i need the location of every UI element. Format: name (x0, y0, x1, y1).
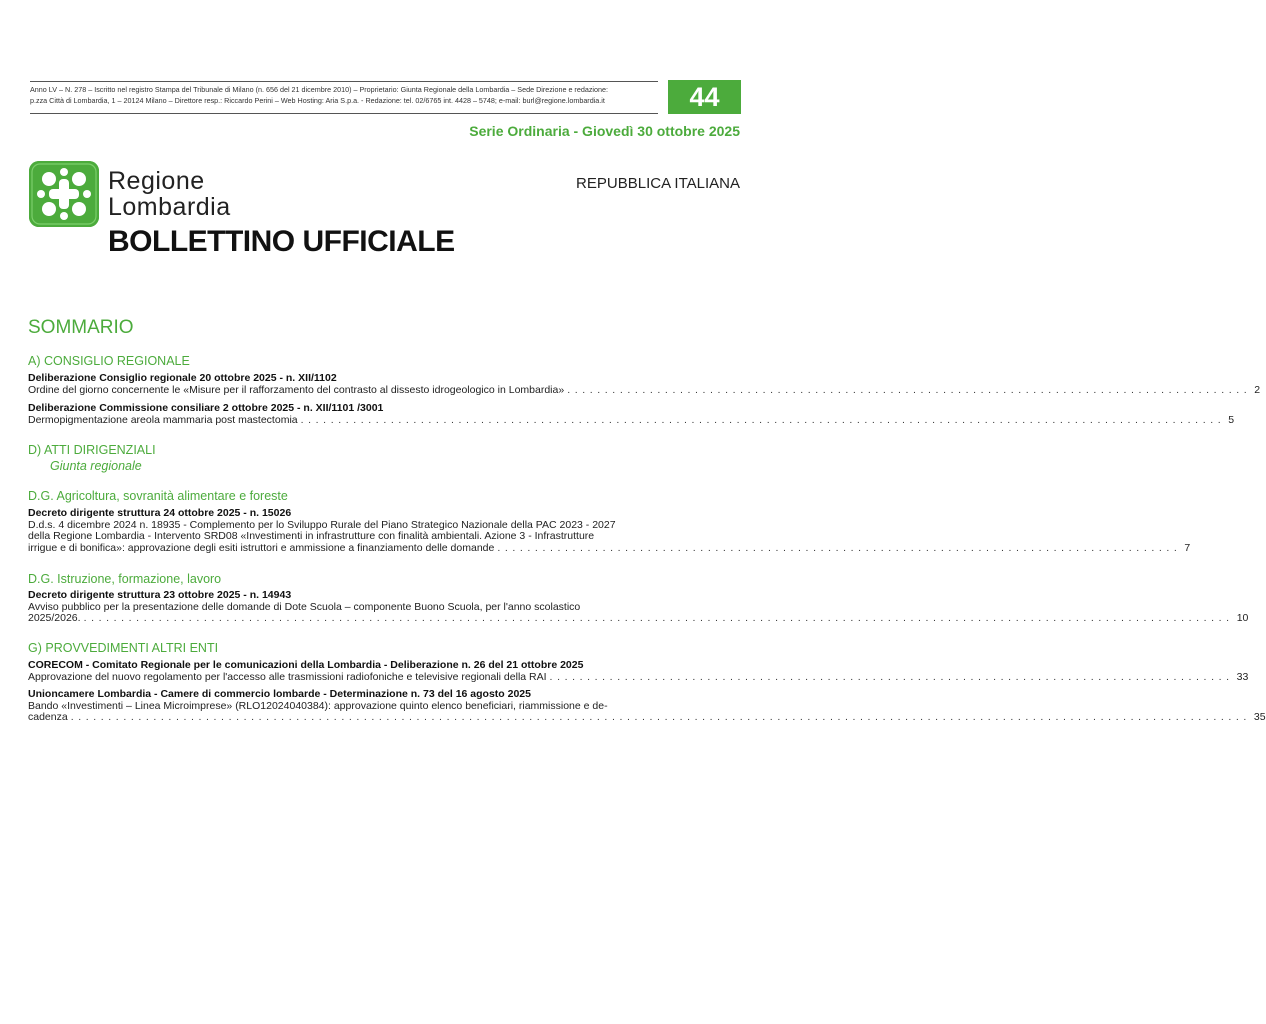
section-a-heading: A) CONSIGLIO REGIONALE (28, 354, 190, 368)
entry-page: 5 (1228, 413, 1235, 426)
entry-line (28, 612, 1249, 625)
entry-page: 7 (1184, 541, 1191, 554)
entry-text: 2025/2026. (28, 612, 81, 624)
entry-page: 10 (1236, 612, 1249, 624)
logo-text-regione: Regione (108, 167, 205, 195)
entry-text-line: della Regione Lombardia - Intervento SRD08 «Investimenti in infrastrutture con finalità ambientali. Azione 3 - Infrastrutture (28, 530, 595, 542)
entry-line (28, 413, 1235, 427)
entry-text-line: D.d.s. 4 dicembre 2024 n. 18935 - Complemento per lo Sviluppo Rurale del Piano Strategico Nazionale della PAC 2023 - 2027 (28, 518, 616, 531)
entry-text: Approvazione del nuovo regolamento per l'accesso alle trasmissioni radiofoniche e televisive regionali della RAI (28, 670, 547, 683)
masthead-line-2: p.zza Città di Lombardia, 1 – 20124 Milano – Direttore resp.: Riccardo Perini – Web Hosting: Aria S.p.a. - Redazione: tel. 02/6765 int. 4428 – 5748; e-mail: burl@regione.lombardia.it (30, 96, 605, 105)
section-d-subheading: Giunta regionale (50, 459, 142, 473)
entry-text: cadenza (28, 711, 68, 723)
section-g-heading: G) PROVVEDIMENTI ALTRI ENTI (28, 641, 219, 655)
leader-dots: ........................................................................................................................... (300, 413, 1226, 426)
toc-entry[interactable] (28, 688, 1266, 724)
entry-text-line: Avviso pubblico per la presentazione delle domande di Dote Scuola – componente Buono Scuola, per l'anno scolastico (28, 600, 581, 613)
logo-text-lombardia: Lombardia (108, 193, 231, 221)
series-date: Serie Ordinaria - Giovedì 30 ottobre 2025 (469, 123, 740, 139)
dg-agricoltura-heading: D.G. Agricoltura, sovranità alimentare e foreste (28, 489, 288, 503)
masthead-rule-top (30, 81, 658, 82)
leader-dots: ........................................................................................... (497, 541, 1182, 554)
entry-line (28, 711, 1266, 724)
leader-dots: ........................................................................................... (549, 670, 1234, 683)
entry-text: Dermopigmentazione areola mammaria post mastectomia (28, 413, 298, 426)
entry-page: 35 (1253, 711, 1266, 723)
leader-dots: ............................................................................................................................................................. (70, 711, 1251, 723)
issue-number-badge: 44 (668, 80, 741, 114)
republic-label: REPUBBLICA ITALIANA (576, 175, 740, 192)
entry-text-line: Bando «Investimenti – Linea Microimprese» (RLO12024040384): approvazione quinto elenco beneficiari, riammissione e de- (28, 699, 608, 712)
entry-title: CORECOM - Comitato Regionale per le comunicazioni della Lombardia - Deliberazione n. 26 del 21 ottobre 2025 (28, 659, 584, 671)
dg-istruzione-heading: D.G. Istruzione, formazione, lavoro (28, 572, 222, 586)
sommario-title: SOMMARIO (28, 317, 134, 338)
entry-line (28, 670, 1249, 684)
entry-title: Decreto dirigente struttura 23 ottobre 2025 - n. 14943 (28, 589, 292, 601)
section-d-heading: D) ATTI DIRIGENZIALI (28, 443, 156, 457)
entry-page: 2 (1254, 383, 1261, 396)
leader-dots: ......................................................................................................................................................... (83, 612, 1234, 624)
entry-text: irrigue e di bonifica»: approvazione degli esiti istruttori e ammissione a finanziamento delle domande (28, 541, 495, 554)
masthead-info (30, 84, 658, 106)
toc-entry[interactable] (28, 402, 1235, 426)
masthead-line-1: Anno LV – N. 278 – Iscritto nel registro Stampa del Tribunale di Milano (n. 656 del 21 dicembre 2010) – Proprietario: Giunta Regionale della Lombardia – Sede Direzione e redazione: (30, 85, 608, 94)
bulletin-title: BOLLETTINO UFFICIALE (108, 225, 455, 258)
entry-title: Deliberazione Commissione consiliare 2 ottobre 2025 - n. XII/1101 /3001 (28, 402, 384, 414)
entry-title: Unioncamere Lombardia - Camere di commercio lombarde - Determinazione n. 73 del 16 agosto 2025 (28, 688, 531, 700)
entry-line (28, 383, 1261, 397)
toc-entry[interactable] (28, 589, 1249, 625)
leader-dots: ........................................................................................... (567, 383, 1252, 396)
entry-title: Deliberazione Consiglio regionale 20 ottobre 2025 - n. XII/1102 (28, 372, 337, 384)
toc-entry[interactable] (28, 507, 1191, 554)
regione-lombardia-rosa-camuna-icon (29, 161, 99, 227)
toc-entry[interactable] (28, 372, 1261, 396)
toc-entry[interactable] (28, 659, 1249, 683)
entry-page: 33 (1236, 670, 1249, 683)
entry-line (28, 541, 1191, 555)
entry-title: Decreto dirigente struttura 24 ottobre 2025 - n. 15026 (28, 507, 292, 519)
entry-text: Ordine del giorno concernente le «Misure per il rafforzamento del contrasto al dissesto idrogeologico in Lombardia» (28, 383, 565, 396)
masthead-rule-bottom (30, 113, 658, 114)
